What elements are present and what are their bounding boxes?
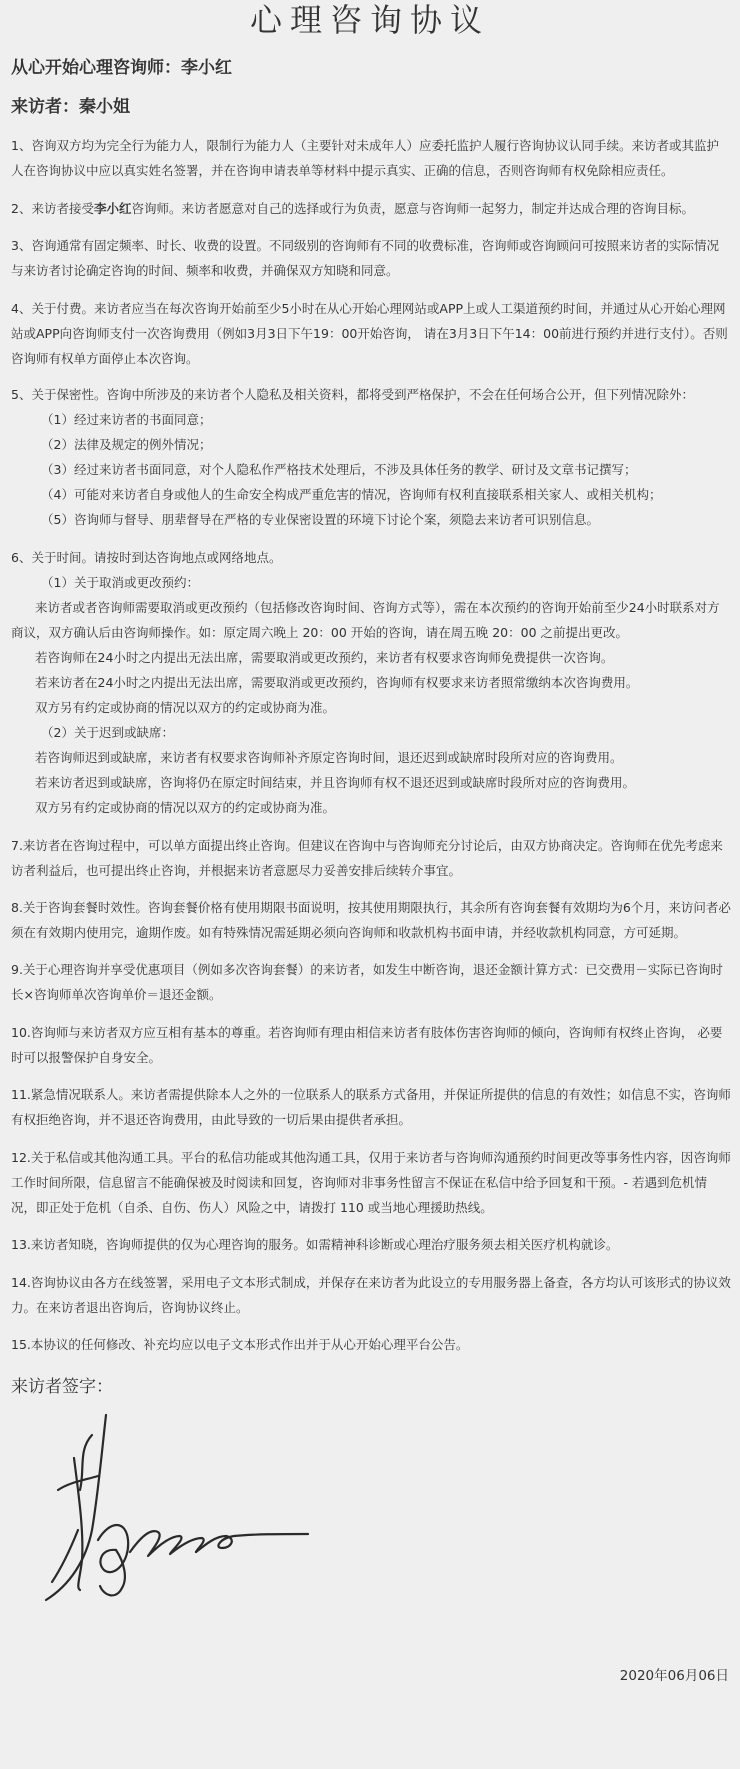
clause-6-sub1-paragraph: 来访者或者咨询师需要取消或更改预约（包括修改咨询时间、咨询方式等），需在本次预约的咨询开始前至少24小时联系对方商议，双方确认后由咨询师操作。如：原定周六晚上 20：00 开始的咨询，请在周五晚 20：00 之前提出更改。 — [11, 600, 720, 640]
visitor-label: 来访者： — [11, 97, 79, 117]
handwritten-signature — [40, 1410, 310, 1610]
counselor-line — [11, 56, 232, 80]
page-title: 心理咨询协议 — [249, 1, 490, 39]
clause-6-intro: 6、关于时间。请按时到达咨询地点或网络地点。 — [11, 550, 282, 565]
signature-date: 2020年06月06日 — [619, 1668, 729, 1684]
clause-6-sub1-line: 若咨询师在24小时之内提出无法出席，需要取消或更改预约，来访者有权要求咨询师免费提供一次咨询。 — [35, 650, 614, 665]
clause-7: 7.来访者在咨询过程中，可以单方面提出终止咨询。但建议在咨询中与咨询师充分讨论后，由双方协商决定。咨询师在优先考虑来访者利益后，也可提出终止咨询，并根据来访者意愿尽力妥善安排后续转介事宜。 — [11, 838, 723, 878]
clause-2-after: 咨询师。来访者愿意对自己的选择或行为负责，愿意与咨询师一起努力，制定并达成合理的咨询目标。 — [131, 201, 694, 216]
clause-2 — [11, 196, 731, 221]
clause-3: 3、咨询通常有固定频率、时长、收费的设置。不同级别的咨询师有不同的收费标准，咨询师或咨询顾问可按照来访者的实际情况与来访者讨论确定咨询的时间、频率和收费，并确保双方知晓和同意。 — [11, 238, 719, 278]
clause-9: 9.关于心理咨询并享受优惠项目（例如多次咨询套餐）的来访者，如发生中断咨询，退还金额计算方式：已交费用－实际已咨询时长×咨询师单次咨询单价＝退还金额。 — [11, 962, 723, 1002]
clause-5-item: （2）法律及规定的例外情况； — [41, 437, 212, 452]
clause-5-item: （4）可能对来访者自身或他人的生命安全构成严重危害的情况，咨询师有权利直接联系相关家人、或相关机构； — [41, 487, 662, 502]
counselor-label: 从心开始心理咨询师： — [11, 58, 181, 78]
clause-6-sub1-line: 双方另有约定或协商的情况以双方的约定或协商为准。 — [35, 700, 336, 715]
clause-13: 13.来访者知晓，咨询师提供的仅为心理咨询的服务。如需精神科诊断或心理治疗服务须去相关医疗机构就诊。 — [11, 1237, 619, 1252]
clause-6-sub2-line: 双方另有约定或协商的情况以双方的约定或协商为准。 — [35, 800, 336, 815]
signature-label: 来访者签字： — [11, 1377, 113, 1397]
clause-10: 10.咨询师与来访者双方应互相有基本的尊重。若咨询师有理由相信来访者有肢体伤害咨询师的倾向，咨询师有权终止咨询， 必要时可以报警保护自身安全。 — [11, 1025, 723, 1065]
clause-6-sub2-line: 若来访者迟到或缺席，咨询将仍在原定时间结束，并且咨询师有权不退还迟到或缺席时段所对应的咨询费用。 — [35, 775, 636, 790]
clause-5-item: （5）咨询师与督导、朋辈督导在严格的专业保密设置的环境下讨论个案，须隐去来访者可识别信息。 — [41, 512, 599, 527]
clause-8: 8.关于咨询套餐时效性。咨询套餐价格有使用期限书面说明，按其使用期限执行，其余所有咨询套餐有效期均为6个月，来访问者必须在有效期内使用完，逾期作废。如有特殊情况需延期必须向咨询师和收款机构书面申请，并经收款机构同意，方可延期。 — [11, 900, 731, 940]
clause-15: 15.本协议的任何修改、补充均应以电子文本形式作出并于从心开始心理平台公告。 — [11, 1337, 469, 1352]
visitor-name: 秦小姐 — [79, 97, 130, 117]
clause-14: 14.咨询协议由各方在线签署，采用电子文本形式制成，并保存在来访者为此设立的专用服务器上备查，各方均认可该形式的协议效力。在来访者退出咨询后，咨询协议终止。 — [11, 1275, 731, 1315]
clause-11: 11.紧急情况联系人。来访者需提供除本人之外的一位联系人的联系方式备用，并保证所提供的信息的有效性；如信息不实，咨询师有权拒绝咨询，并不退还咨询费用，由此导致的一切后果由提供者承担。 — [11, 1087, 731, 1127]
clause-6-subtitle: （1）关于取消或更改预约： — [41, 575, 199, 590]
clause-6-sub2-line: 若咨询师迟到或缺席，来访者有权要求咨询师补齐原定咨询时间，退还迟到或缺席时段所对应的咨询费用。 — [35, 750, 623, 765]
counselor-name: 李小红 — [181, 58, 232, 78]
clause-2-before: 2、来访者接受 — [11, 201, 94, 216]
clause-6-sub1-line: 若来访者在24小时之内提出无法出席，需要取消或更改预约，咨询师有权要求来访者照常缴纳本次咨询费用。 — [35, 675, 639, 690]
clause-1: 1、咨询双方均为完全行为能力人，限制行为能力人（主要针对未成年人）应委托监护人履行咨询协议认同手续。来访者或其监护人在咨询协议中应以真实姓名签署，并在咨询申请表单等材料中提示真实、正确的信息，否则咨询师有权免除相应责任。 — [11, 138, 719, 178]
clause-12: 12.关于私信或其他沟通工具。平台的私信功能或其他沟通工具，仅用于来访者与咨询师沟通预约时间更改等事务性内容，因咨询师工作时间所限，信息留言不能确保被及时阅读和回复，咨询师对非事务性留言不保证在私信中给予回复和干预。- 若遇到危机情况，即正处于危机（自杀、自伤、伤人）风险之中，请拨打 110 或当地心理援助热线。 — [11, 1150, 731, 1215]
clause-5-intro: 5、关于保密性。咨询中所涉及的来访者个人隐私及相关资料，都将受到严格保护，不会在任何场合公开，但下列情况除外： — [11, 387, 694, 402]
clause-2-counselor-name: 李小红 — [93, 201, 132, 216]
visitor-line — [11, 95, 130, 119]
clause-5-item: （3）经过来访者书面同意，对个人隐私作严格技术处理后，不涉及具体任务的教学、研讨及文章书记撰写； — [41, 462, 637, 477]
clause-4: 4、关于付费。来访者应当在每次咨询开始前至少5小时在从心开始心理网站或APP上或人工渠道预约时间，并通过从心开始心理网站或APP向咨询师支付一次咨询费用（例如3月3日下午19：00开始咨询， 请在3月3日下午14：00前进行预约并进行支付）。否则咨询师有权单方面停止本次咨询。 — [11, 301, 728, 366]
clause-6-subtitle: （2）关于迟到或缺席： — [41, 725, 174, 740]
clause-5-item: （1）经过来访者的书面同意； — [41, 412, 212, 427]
